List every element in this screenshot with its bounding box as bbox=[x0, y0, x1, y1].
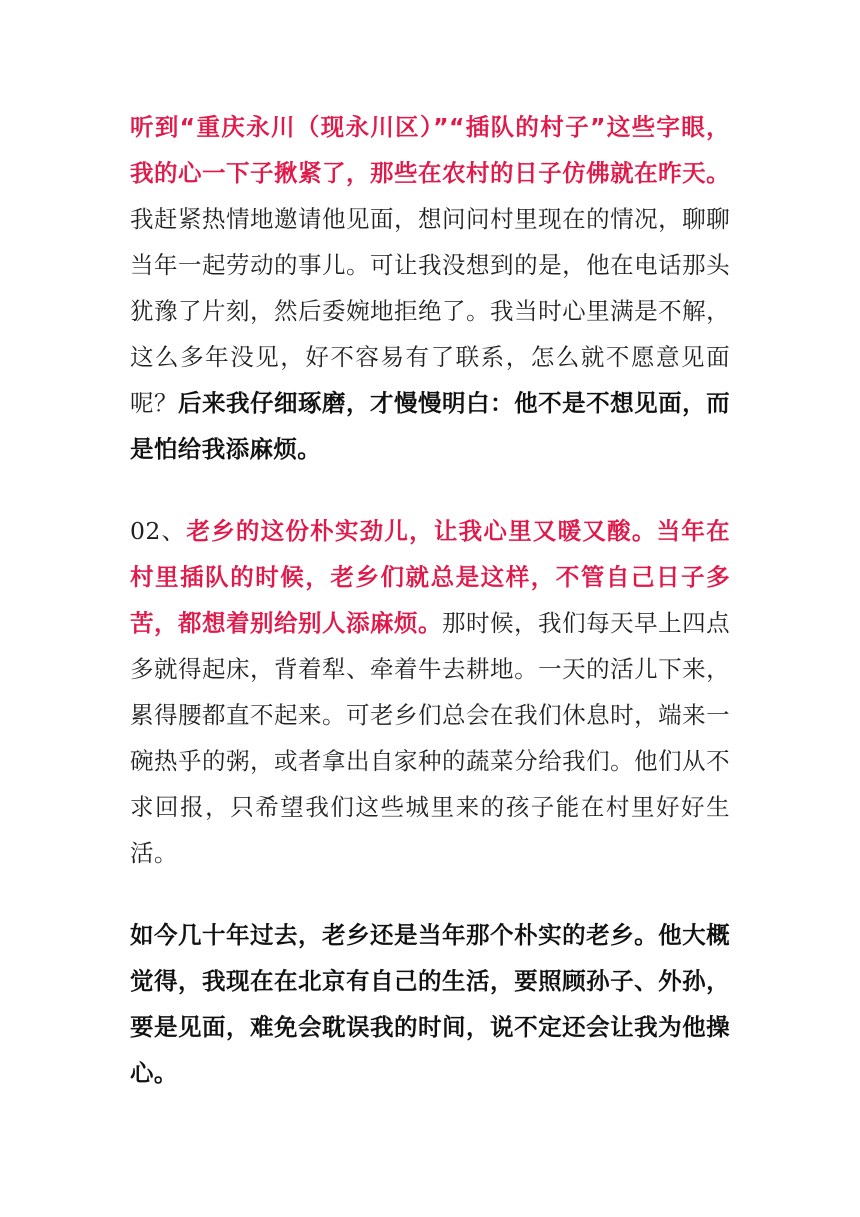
emphasis-red-text: 听到“重庆永川（现永川区）”“插队的村子”这些字眼，我的心一下子揪紧了，那些在农村的日子仿佛就在昨天。 bbox=[130, 113, 730, 187]
emphasis-red-text: 老乡的这份朴实劲儿，让我心里又暖又酸。当年在村里插队的时候，老乡们就总是这样，不管自己日子多苦，都想着别给别人添麻烦。 bbox=[130, 517, 730, 637]
body-text: 那时候，我们每天早上四点多就得起床，背着犁、牵着牛去耕地。一天的活儿下来，累得腰都直不起来。可老乡们总会在我们休息时，端来一碗热乎的粥，或者拿出自家种的蔬菜分给我们。他们从不求回报，只希望我们这些城里来的孩子能在村里好好生活。 bbox=[130, 609, 730, 867]
emphasis-bold-text: 后来我仔细琢磨，才慢慢明白：他不是不想见面，而是怕给我添麻烦。 bbox=[130, 389, 730, 463]
section-number: 02、 bbox=[130, 517, 187, 545]
article-body bbox=[130, 104, 730, 1132]
paragraph-2 bbox=[130, 508, 730, 876]
emphasis-bold-text: 如今几十年过去，老乡还是当年那个朴实的老乡。他大概觉得，我现在在北京有自己的生活，要照顾孙子、外孙，要是见面，难免会耽误我的时间，说不定还会让我为他操心。 bbox=[130, 921, 730, 1087]
body-text: 我赶紧热情地邀请他见面，想问问村里现在的情况，聊聊当年一起劳动的事儿。可让我没想到的是，他在电话那头犹豫了片刻，然后委婉地拒绝了。我当时心里满是不解，这么多年没见，好不容易有了联系，怎么就不愿意见面呢？ bbox=[130, 205, 730, 417]
paragraph-1 bbox=[130, 104, 730, 472]
paragraph-3 bbox=[130, 912, 730, 1096]
